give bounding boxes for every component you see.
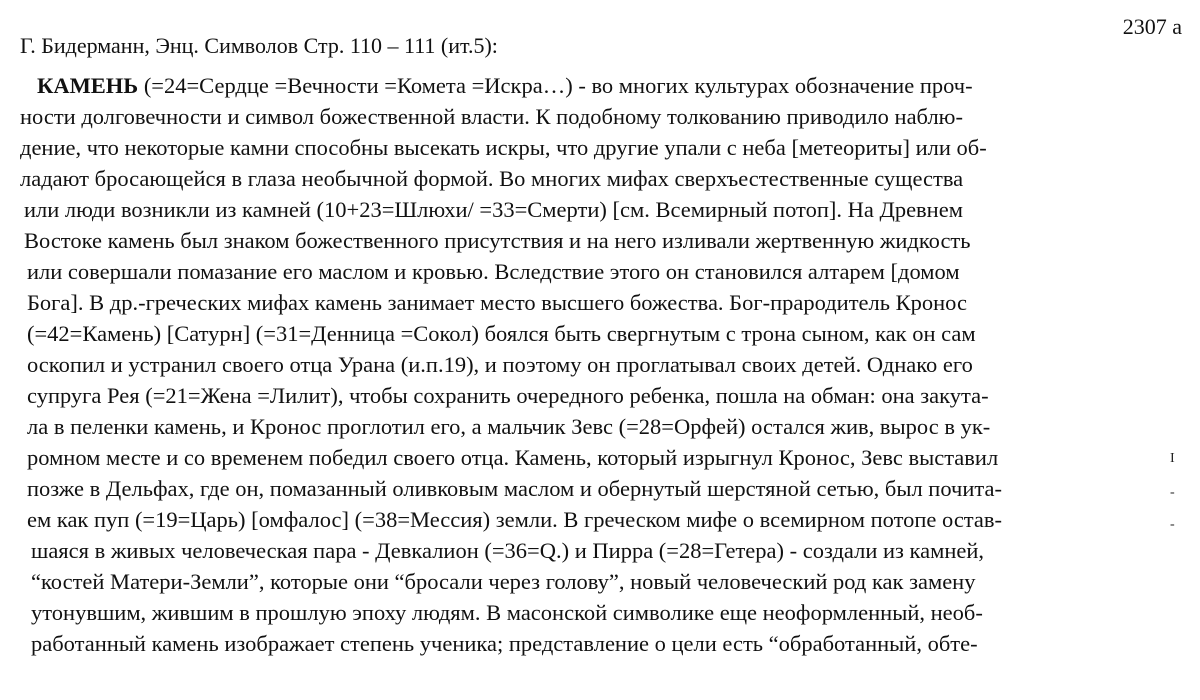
body-line: “костей Матери-Земли”, которые они “бросали через голову”, новый человеческий род как замену — [31, 569, 976, 594]
body-line: ромном месте и со временем победил своего отца. Камень, который изрыгнул Кронос, Зевс выставил — [27, 445, 999, 470]
margin-mark: - — [1170, 485, 1175, 500]
body-line: супруга Рея (=21=Жена =Лилит), чтобы сохранить очередного ребенка, пошла на обман: она закута- — [27, 383, 989, 408]
body-line: Бога]. В др.-греческих мифах камень занимает место высшего божества. Бог-прародитель Кронос — [27, 290, 967, 315]
body-line: (=42=Камень) [Сатурн] (=31=Денница =Сокол) боялся быть свергнутым с трона сыном, как он сам — [27, 321, 976, 346]
margin-marks — [1166, 452, 1190, 532]
source-citation: Г. Бидерманн, Энц. Символов Стр. 110 – 111 (ит.5): — [20, 33, 498, 58]
margin-mark: - — [1170, 517, 1175, 532]
margin-mark: I — [1170, 451, 1175, 466]
first-line-text: (=24=Сердце =Вечности =Комета =Искра…) - во многих культурах обозначение проч- — [138, 73, 973, 98]
body-line: или совершали помазание его маслом и кровью. Вследствие этого он становился алтарем [домом — [27, 259, 960, 284]
body-line: ладают бросающейся в глаза необычной формой. Во многих мифах сверхъестественные существа — [20, 166, 964, 191]
body-line: утонувшим, жившим в прошлую эпоху людям. В масонской символике еще неоформленный, необ- — [31, 600, 983, 625]
body-line: ла в пеленки камень, и Кронос проглотил его, а мальчик Зевс (=28=Орфей) остался жив, вырос в ук- — [27, 414, 991, 439]
body-line — [37, 70, 973, 101]
body-line: оскопил и устранил своего отца Урана (и.п.19), и поэтому он проглатывал своих детей. Однако его — [27, 352, 973, 377]
page-number: 2307 а — [1122, 14, 1182, 39]
body-line: дение, что некоторые камни способны высекать искры, что другие упали с неба [метеориты] или об- — [20, 135, 987, 160]
body-line: Востоке камень был знаком божественного присутствия и на него изливали жертвенную жидкость — [24, 228, 971, 253]
headword: КАМЕНЬ — [37, 73, 139, 98]
body-line: ем как пуп (=19=Царь) [омфалос] (=38=Мессия) земли. В греческом мифе о всемирном потопе остав- — [27, 507, 1003, 532]
body-line: ности долговечности и символ божественной власти. К подобному толкованию приводило наблю- — [20, 104, 963, 129]
body-line: позже в Дельфах, где он, помазанный оливковым маслом и обернутый шерстяной сетью, был почита- — [27, 476, 1002, 501]
body-line: шаяся в живых человеческая пара - Девкалион (=36=Q.) и Пирра (=28=Гетера) - создали из камней, — [31, 538, 985, 563]
body-line: или люди возникли из камней (10+23=Шлюхи/ =33=Смерти) [см. Всемирный потоп]. На Древнем — [24, 197, 963, 222]
body-line: работанный камень изображает степень ученика; представление о цели есть “обработанный, обте- — [31, 631, 978, 656]
